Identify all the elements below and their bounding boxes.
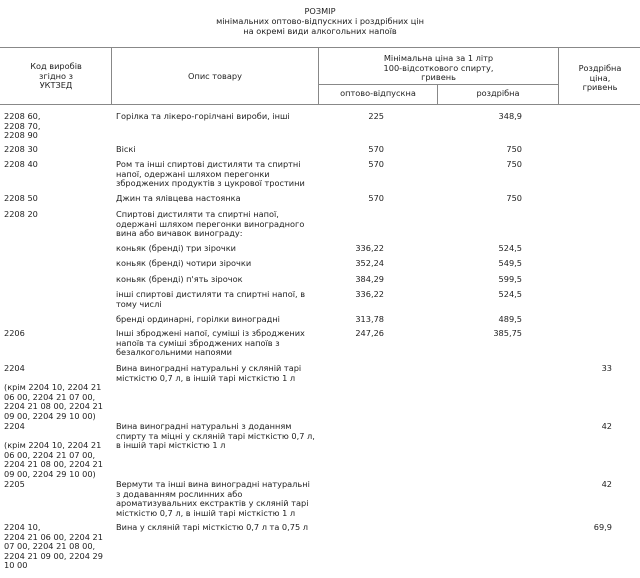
retail-min-price: 489,5 (498, 314, 522, 324)
retail-min-price: 750 (506, 193, 522, 203)
header-min-price: Мінімальна ціна за 1 літр 100-відсоткового спирту, гривень (383, 53, 494, 83)
product-description: Вина виноградні натуральні з доданням спирту та міцні у скляній тарі місткістю 0,7 л, в іншій тарі місткістю 1 л (116, 421, 315, 451)
header-retail: роздрібна (476, 88, 520, 98)
retail-price: 69,9 (593, 522, 612, 532)
product-description: коньяк (бренді) чотири зірочки (116, 258, 252, 268)
header-divider-2 (318, 47, 319, 105)
wholesale-price: 225 (368, 111, 384, 121)
document-subtitle-line1: мінімальних оптово-відпускних і роздрібних цін (216, 16, 424, 26)
header-code: Код виробів згідно з УКТЗЕД (30, 61, 82, 91)
retail-min-price: 385,75 (493, 328, 522, 338)
wholesale-price: 336,22 (355, 243, 384, 253)
product-code: 2205 (4, 479, 25, 489)
wholesale-price: 384,29 (355, 274, 384, 284)
wholesale-price: 247,26 (355, 328, 384, 338)
product-description: Джин та ялівцева настоянка (116, 193, 241, 203)
product-code: 2206 (4, 328, 25, 338)
retail-min-price: 750 (506, 144, 522, 154)
retail-min-price: 549,5 (498, 258, 522, 268)
product-description: Вермути та інші вина виноградні натуральні з додаванням рослинних або ароматизувальних екстрактів у скляній тарі місткістю 0,7 л, в іншій тарі місткістю 1 л (116, 479, 310, 518)
product-description: Спиртові дистиляти та спиртні напої, одержані шляхом перегонки виноградного вина або вичавок винограду: (116, 209, 305, 239)
product-description: коньяк (бренді) п'ять зірочок (116, 274, 243, 284)
product-description: Горілка та лікеро-горілчані вироби, інші (116, 111, 290, 121)
document-subtitle-line2: на окремі види алкогольних напоїв (243, 26, 397, 36)
header-divider-3 (437, 84, 438, 105)
retail-min-price: 599,5 (498, 274, 522, 284)
product-description: Інші зброджені напої, суміші із зброджених напоїв та суміші зброджених напоїв з безалкогольними напоями (116, 328, 305, 358)
retail-min-price: 348,9 (498, 111, 522, 121)
product-description: Ром та інші спиртові дистиляти та спиртні напої, одержані шляхом перегонки зброджених продуктів з цукрової тростини (116, 159, 305, 189)
product-description: Вина виноградні натуральні у скляній тарі місткістю 0,7 л, в іншій тарі місткістю 1 л (116, 363, 302, 383)
retail-price: 42 (601, 421, 612, 431)
wholesale-price: 570 (368, 144, 384, 154)
wholesale-price: 336,22 (355, 289, 384, 299)
retail-price: 42 (601, 479, 612, 489)
header-description: Опис товару (188, 71, 242, 81)
document-title: РОЗМІР (304, 6, 336, 16)
retail-min-price: 524,5 (498, 243, 522, 253)
wholesale-price: 570 (368, 159, 384, 169)
product-code: 2204 (крім 2204 10, 2204 21 06 00, 2204 21 07 00, 2204 21 08 00, 2204 21 09 00, 2204 29 10 00) (4, 363, 103, 421)
product-description: Вина у скляній тарі місткістю 0,7 л та 0,75 л (116, 522, 308, 532)
header-retail-price: Роздрібна ціна, гривень (578, 63, 622, 93)
product-code: 2208 50 (4, 193, 38, 203)
product-code: 2208 20 (4, 209, 38, 219)
retail-min-price: 750 (506, 159, 522, 169)
product-description: інші спиртові дистиляти та спиртні напої, в тому числі (116, 289, 306, 309)
product-description: бренді ординарні, горілки виноградні (116, 314, 280, 324)
product-code: 2208 60, 2208 70, 2208 90 (4, 111, 41, 141)
wholesale-price: 352,24 (355, 258, 384, 268)
retail-price: 33 (601, 363, 612, 373)
header-divider-4 (558, 47, 559, 105)
header-mid-border (318, 84, 559, 85)
product-description: Віскі (116, 144, 136, 154)
product-code: 2208 30 (4, 144, 38, 154)
product-code: 2204 (крім 2204 10, 2204 21 06 00, 2204 21 07 00, 2204 21 08 00, 2204 21 09 00, 2204 29 10 00) (4, 421, 103, 479)
wholesale-price: 313,78 (355, 314, 384, 324)
header-top-border (0, 47, 640, 48)
retail-min-price: 524,5 (498, 289, 522, 299)
product-code: 2208 40 (4, 159, 38, 169)
wholesale-price: 570 (368, 193, 384, 203)
product-description: коньяк (бренді) три зірочки (116, 243, 236, 253)
header-bottom-border (0, 104, 640, 105)
product-code: 2204 10, 2204 21 06 00, 2204 21 07 00, 2204 21 08 00, 2204 21 09 00, 2204 29 10 00 (4, 522, 103, 571)
header-wholesale: оптово-відпускна (340, 88, 416, 98)
